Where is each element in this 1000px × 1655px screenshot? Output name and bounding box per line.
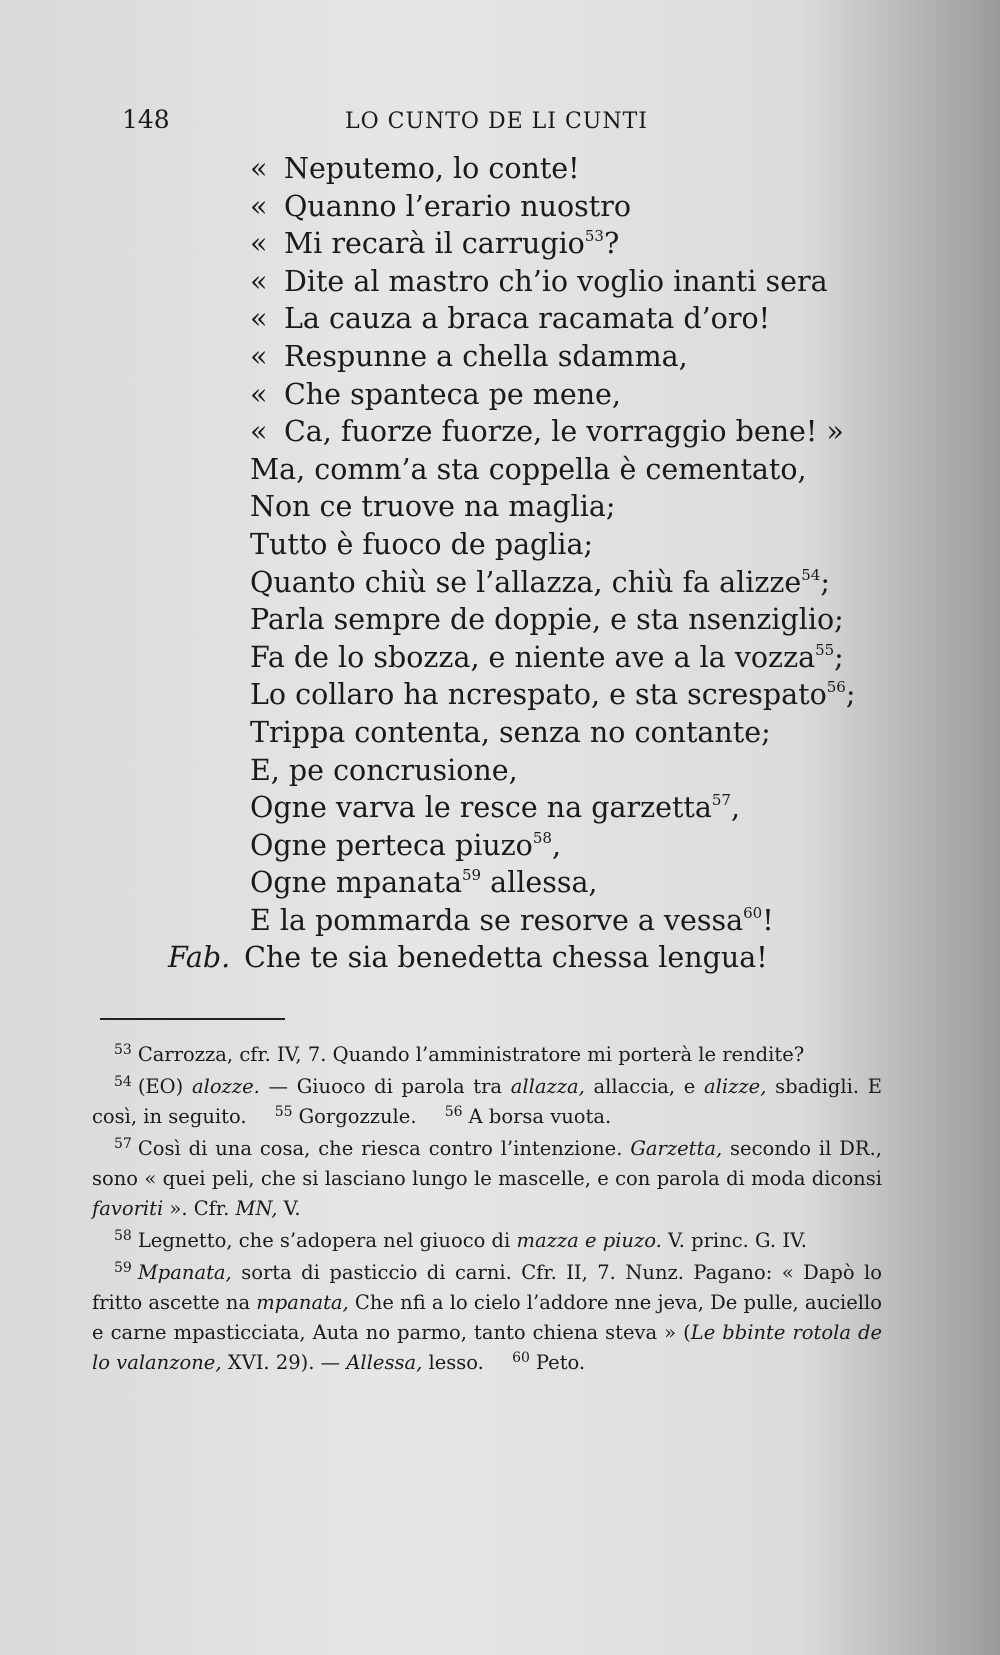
speaker-line: [168, 939, 900, 977]
verse-line: [250, 338, 900, 376]
verse-text: Mi recarà il carrugio: [284, 227, 585, 261]
footnote-italic: alizze,: [704, 1075, 767, 1098]
verse-line: [250, 488, 900, 526]
verse-text-after: ,: [551, 828, 561, 862]
verse-text: E, pe concrusione,: [250, 753, 518, 787]
footnote-text: sbadigli. E così, in seguito.: [92, 1075, 883, 1128]
footnote-text: Carrozza, cfr. IV, 7. Quando l’amministratore mi porterà le rendite?: [137, 1043, 805, 1066]
footnote-ref: 54: [801, 565, 821, 584]
quote-mark: «: [250, 152, 268, 185]
verse-text: Ogne varva le resce na garzetta: [250, 791, 712, 825]
verse-text-after: ?: [603, 227, 620, 261]
verse-text: Lo collaro ha ncrespato, e sta screspato: [250, 678, 827, 712]
verse-text: Fa de lo sbozza, e niente ave a la vozza: [250, 640, 816, 674]
quote-mark: «: [250, 189, 268, 223]
verse-text: Ogne perteca piuzo: [250, 828, 533, 862]
footnote-57: [92, 1134, 882, 1224]
verse-text: Non ce truove na maglia;: [250, 490, 616, 524]
verse-line: [250, 601, 900, 639]
quote-mark: «: [250, 415, 268, 449]
verse-text: Parla sempre de doppie, e sta nsenziglio;: [250, 603, 844, 637]
speaker-name: Fab.: [168, 941, 231, 975]
footnote-text: ». Cfr.: [163, 1197, 236, 1220]
verse-line: [250, 827, 900, 865]
verse-line: [250, 864, 900, 902]
footnote-italic: favoriti: [92, 1197, 164, 1220]
verse-text-after: ;: [845, 678, 856, 712]
footnote-text: Legnetto, che s’adopera nel giuoco di: [137, 1229, 517, 1252]
verse-line: [250, 639, 900, 677]
footnote-italic: alozze.: [191, 1075, 260, 1098]
verse-text: Neputemo, lo conte!: [284, 152, 580, 185]
footnote-italic: Garzetta,: [630, 1137, 723, 1160]
verse-line: [250, 451, 900, 489]
footnote-53: [92, 1040, 882, 1070]
verse-line: [250, 789, 900, 827]
footnote-text: sorta di pasticcio di carni. Cfr. II, 7. Nunz. Pagano: « Dapò lo fritto ascette na: [92, 1261, 882, 1314]
footnote-number: 57: [114, 1136, 132, 1152]
verse-text: La cauza a braca racamata d’oro!: [284, 302, 771, 336]
footnote-italic: allazza,: [510, 1075, 585, 1098]
verse-line: [250, 376, 900, 414]
footnote-italic: Mpanata,: [137, 1261, 232, 1284]
verse-line: [250, 752, 900, 790]
footnote-59-60: [92, 1258, 882, 1378]
footnote-ref: 58: [532, 828, 552, 847]
footnote-text: V.: [277, 1197, 301, 1220]
verse-text: Quanto chiù se l’allazza, chiù fa alizze: [250, 565, 802, 599]
footnote-text: A borsa vuota.: [468, 1105, 612, 1128]
footnote-ref: 53: [584, 227, 604, 246]
footnotes: [92, 1040, 882, 1380]
verse-text: E la pommarda se resorve a vessa: [250, 903, 744, 937]
verse-text: Ogne mpanata: [250, 866, 462, 900]
footnote-text: (EO): [137, 1075, 192, 1098]
verse-text: Che spanteca pe mene,: [284, 377, 621, 411]
verse-line: [250, 526, 900, 564]
verse-text: Quanno l’erario nuostro: [284, 189, 631, 223]
verse-line: [250, 188, 900, 226]
quote-mark: «: [250, 264, 268, 298]
verse-line: [250, 150, 900, 188]
footnote-number: 59: [114, 1260, 132, 1276]
verse-line: [250, 413, 900, 451]
verse-text-after: ;: [820, 565, 830, 599]
verse-text: Ma, comm’a sta coppella è cementato,: [250, 452, 807, 486]
footnote-text: Gorgozzule.: [298, 1105, 417, 1128]
footnote-number: 60: [512, 1350, 530, 1366]
verse-text-after: allessa,: [481, 866, 598, 900]
verse-line: [250, 225, 900, 263]
footnote-text: Così di una cosa, che riesca contro l’intenzione.: [137, 1137, 631, 1160]
quote-mark: «: [250, 339, 268, 373]
footnote-number: 56: [444, 1104, 463, 1120]
footnote-text: Peto.: [535, 1351, 586, 1374]
verse-text: Respunne a chella sdamma,: [284, 339, 688, 373]
verse-block: [168, 150, 900, 977]
footnote-ref: 57: [711, 791, 731, 810]
verse-text: Tutto è fuoco de paglia;: [250, 527, 594, 561]
footnote-number: 55: [274, 1104, 293, 1120]
verse-line: [250, 564, 900, 602]
verse-line: [250, 676, 900, 714]
quote-mark: «: [250, 227, 268, 261]
verse-text-after: ,: [730, 791, 741, 825]
footnote-ref: 59: [461, 866, 482, 885]
footnote-ref: 60: [743, 903, 763, 922]
verse-text-after: ;: [834, 640, 844, 674]
footnote-54-56: [92, 1072, 882, 1132]
footnote-text: allaccia, e: [584, 1075, 705, 1098]
verse-line: [250, 263, 900, 301]
footnote-ref: 56: [826, 678, 846, 697]
footnote-number: 53: [114, 1042, 132, 1058]
verse-text: Ca, fuorze fuorze, le vorraggio bene! »: [284, 415, 844, 449]
verse-text-after: !: [762, 903, 774, 937]
verse-line: [250, 714, 900, 752]
running-title: LO CUNTO DE LI CUNTI: [345, 109, 648, 134]
speaker-text: Che te sia benedetta chessa lengua!: [244, 941, 768, 975]
footnote-italic: Le bbinte rotola de lo valanzone,: [92, 1321, 882, 1374]
footnote-text: lesso.: [422, 1351, 484, 1374]
footnote-number: 58: [114, 1228, 132, 1244]
footnote-rule: [100, 1018, 285, 1020]
footnote-italic: mpanata,: [256, 1291, 349, 1314]
page-number: 148: [122, 105, 170, 134]
footnote-italic: Allessa,: [346, 1351, 423, 1374]
footnote-text: XVI. 29). —: [221, 1351, 347, 1374]
footnote-58: [92, 1226, 882, 1256]
verse-line: [250, 300, 900, 338]
verse-text: Trippa contenta, senza no contante;: [250, 715, 771, 749]
footnote-text: Che nfi a lo cielo l’addore nne jeva, De pulle, auciello e carne mpasticciata, Auta no parmo, tanto chiena steva » (: [92, 1291, 883, 1344]
quote-mark: «: [250, 377, 268, 411]
verse-line: [250, 902, 900, 940]
verse-text: Dite al mastro ch’io voglio inanti sera: [284, 264, 828, 298]
footnote-italic: mazza e piuzo.: [516, 1229, 662, 1252]
quote-mark: «: [250, 302, 268, 336]
footnote-ref: 55: [815, 640, 835, 659]
page-header: [0, 105, 1000, 145]
footnote-text: V. princ. G. IV.: [661, 1229, 807, 1252]
footnote-text: secondo il DR., sono « quei peli, che si lasciano lungo le mascelle, e con parola di moda diconsi: [92, 1137, 882, 1190]
footnote-italic: MN,: [235, 1197, 278, 1220]
footnote-text: — Giuoco di parola tra: [259, 1075, 511, 1098]
footnote-number: 54: [114, 1074, 132, 1090]
